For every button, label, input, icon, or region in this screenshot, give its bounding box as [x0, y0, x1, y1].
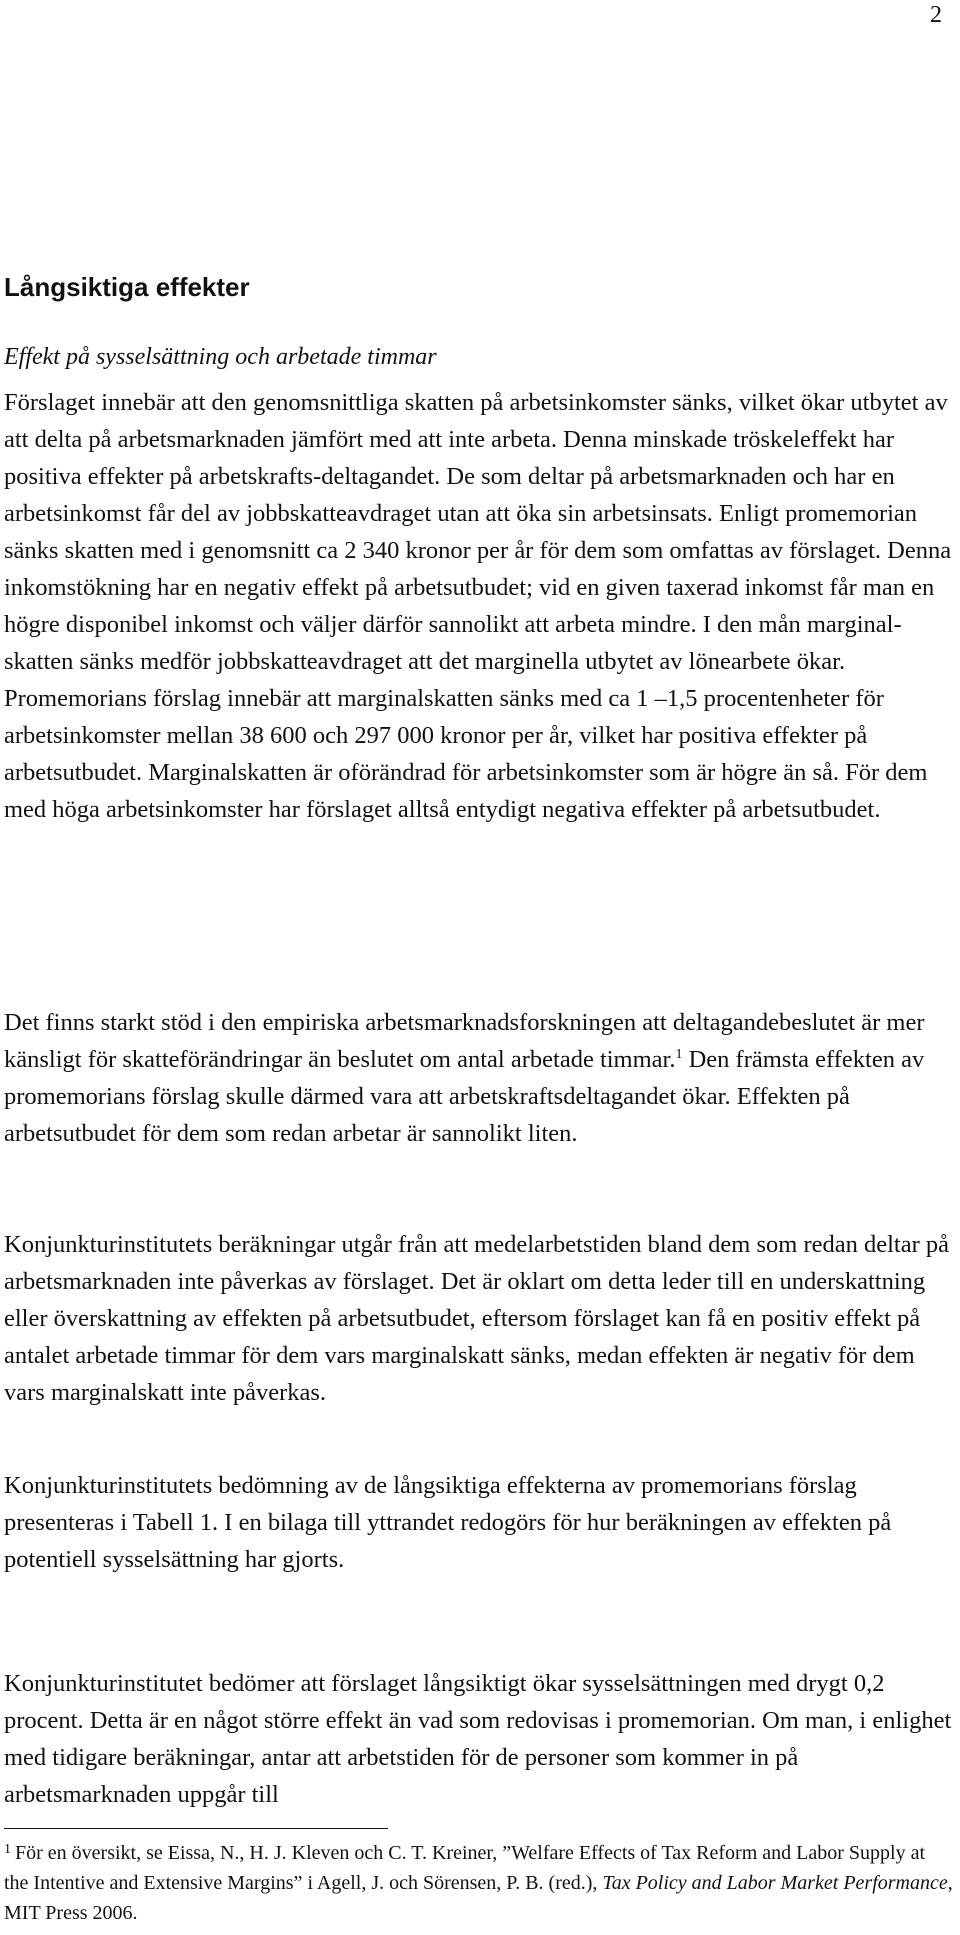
paragraph-2-text-before: Det finns starkt stöd i den empiriska arbetsmarknadsforskningen att deltagandebeslutet är mer känsligt för skatteförändringar än beslutet om antal arbetade timmar. — [4, 1009, 925, 1073]
paragraph-3: Konjunkturinstitutets beräkningar utgår från att medelarbetstiden bland dem som redan deltar på arbetsmarknaden inte påverkas av förslaget. Det är oklart om detta leder till en underskattning eller överskattning av effekten på arbetsutbudet, eftersom förslaget kan få en positiv effekt på antalet arbetade timmar för dem vars marginalskatt sänks, medan effekten är negativ för dem vars marginalskatt inte påverkas. — [4, 1231, 949, 1406]
paragraph-4: Konjunkturinstitutets bedömning av de långsiktiga effekterna av promemorians förslag presenteras i Tabell 1. I en bilaga till yttrandet redogörs för hur beräkningen av effekten på potentiell sysselsättning har gjorts. — [4, 1472, 892, 1573]
footnote-reference: 1 — [675, 1047, 683, 1062]
paragraph-1: Förslaget innebär att den genomsnittliga skatten på arbetsinkomster sänks, vilket ökar utbytet av att delta på arbetsmarknaden jämfört med att inte arbeta. Denna minskade tröskeleffekt har positiva effekter på arbetskrafts-deltagandet. De som deltar på arbetsmarknaden och har en arbetsinkomst får del av jobbskatteavdraget utan att öka sin arbetsinsats. Enligt promemorian sänks skatten med i genomsnitt ca 2 340 kronor per år för dem som omfattas av förslaget. Denna inkomstökning har en negativ effekt på arbetsutbudet; vid en given taxerad inkomst får man en högre disponibel inkomst och väljer därför sannolikt att arbeta mindre. I den mån marginal-skatten sänks medför jobbskatteavdraget att det marginella utbytet av lönearbete ökar. Promemorians förslag innebär att marginalskatten sänks med ca 1 –1,5 procentenheter för arbetsinkomster mellan 38 600 och 297 000 kronor per år, vilket har positiva effekter på arbetsutbudet. Marginalskatten är oförändrad för arbetsinkomster som är högre än så. För dem med höga arbetsinkomster har förslaget alltså entydigt negativa effekter på arbetsutbudet. — [4, 389, 952, 823]
subsection-heading: Effekt på sysselsättning och arbetade timmar — [4, 344, 437, 370]
footnote-text-after: , MIT Press 2006. — [4, 1872, 953, 1924]
footnote-book-title: Tax Policy and Labor Market Performance — [602, 1872, 948, 1894]
paragraph-5: Konjunkturinstitutet bedömer att förslaget långsiktigt ökar sysselsättningen med drygt 0,2 procent. Detta är en något större effekt än vad som redovisas i promemorian. Om man, i enlighet med tidigare beräkningar, antar att arbetstiden för de personer som kommer in på arbetsmarknaden uppgår till — [4, 1670, 952, 1808]
footnote-mark: 1 — [4, 1842, 11, 1857]
footnote-divider — [4, 1828, 388, 1829]
page-number: 2 — [930, 2, 942, 28]
paragraph-2 — [4, 1004, 952, 1152]
footnote — [4, 1838, 954, 1928]
paragraph-2-text-after: Den främsta effekten av promemorians förslag skulle därmed vara att arbetskraftsdeltagandet ökar. Effekten på arbetsutbudet för dem som redan arbetar är sannolikt liten. — [4, 1046, 925, 1147]
section-heading: Långsiktiga effekter — [4, 272, 250, 302]
footnote-text-before: För en översikt, se Eissa, N., H. J. Kleven och C. T. Kreiner, ”Welfare Effects of Tax Reform and Labor Supply at the Intentive and Extensive Margins” i Agell, J. och Sörensen, P. B. (red.), — [4, 1842, 926, 1894]
